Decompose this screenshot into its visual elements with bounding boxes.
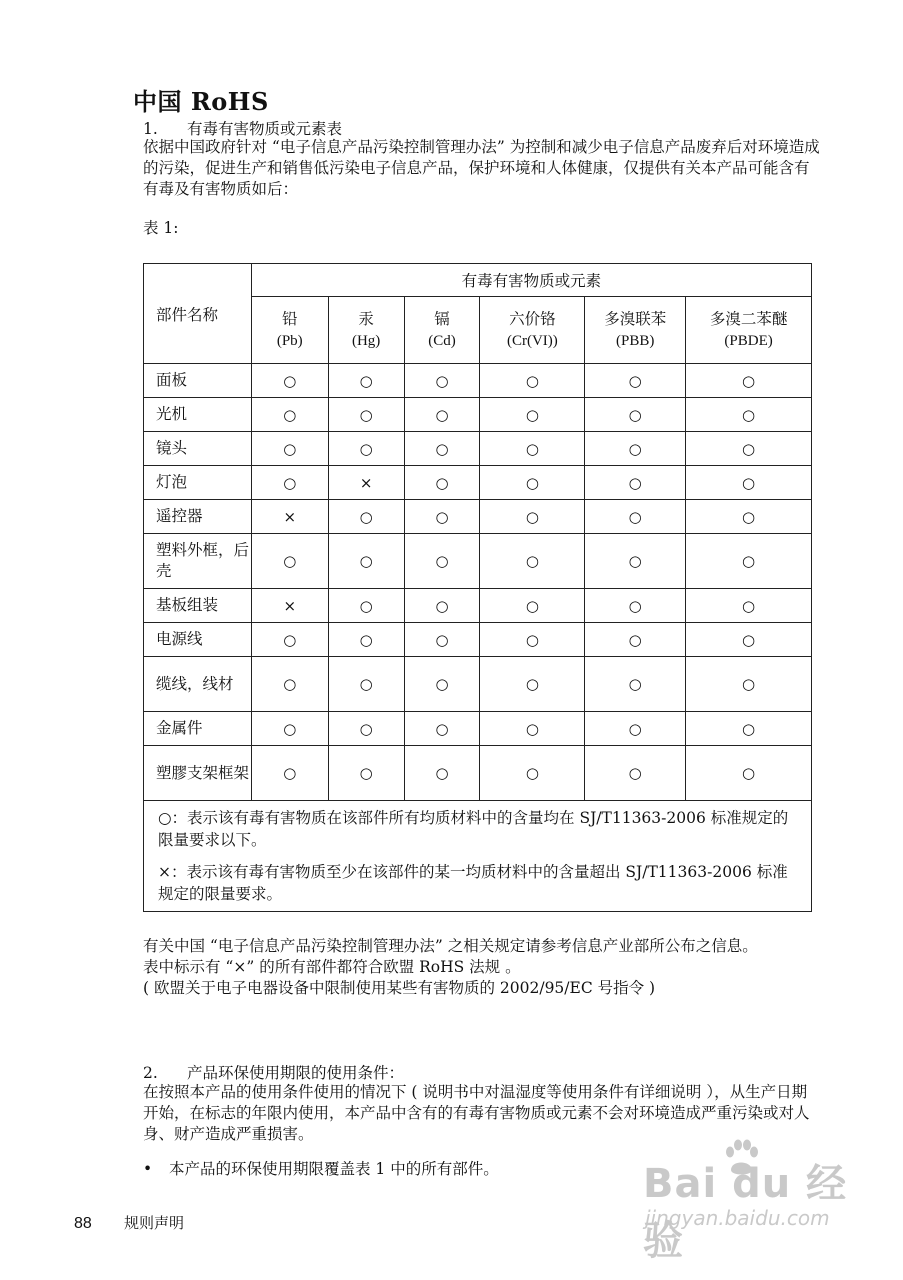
part-name-cell: 塑料外框，后壳 [144, 534, 252, 589]
table-row [144, 432, 812, 466]
substance-symbol: (Hg) [351, 333, 381, 349]
substance-mark-cell: ○ [686, 712, 812, 746]
substance-mark-cell: ○ [480, 534, 585, 589]
substance-mark-cell: ○ [251, 398, 328, 432]
substance-mark-cell: ○ [686, 657, 812, 712]
part-name-cell: 金属件 [144, 712, 252, 746]
section1-heading [143, 117, 342, 139]
substance-name: 汞 [358, 310, 374, 328]
substance-mark-cell: ○ [404, 398, 480, 432]
substance-mark-cell: ○ [585, 466, 686, 500]
substance-mark-cell: ○ [480, 712, 585, 746]
substance-symbol: (Pb) [276, 333, 303, 349]
substance-mark-cell: ○ [404, 534, 480, 589]
substance-mark-cell: ○ [686, 466, 812, 500]
substance-header [686, 297, 812, 364]
part-name-header: 部件名称 [144, 264, 252, 364]
table-row [144, 534, 812, 589]
part-name-cell: 灯泡 [144, 466, 252, 500]
after-table-text [143, 936, 823, 999]
section2-heading [143, 1061, 404, 1083]
substance-mark-cell: × [251, 589, 328, 623]
after-table-line1: 有关中国 “电子信息产品污染控制管理办法” 之相关规定请参考信息产业部所公布之信息。 [143, 937, 758, 955]
section2-body: 在按照本产品的使用条件使用的情况下 ( 说明书中对温湿度等使用条件有详细说明 ），从生产日期开始，在标志的年限内使用，本产品中含有的有毒有害物质或元素不会对环境造成严重污染或对人身、财产造成严重损害。 [143, 1083, 810, 1143]
substance-mark-cell: ○ [585, 623, 686, 657]
section2-heading-text: 产品环保使用期限的使用条件： [187, 1064, 405, 1082]
part-name-cell: 缆线，线材 [144, 657, 252, 712]
substance-mark-cell: ○ [404, 500, 480, 534]
substance-header [585, 297, 686, 364]
table-label: 表 1: [143, 219, 179, 237]
substance-symbol: (PBB) [616, 333, 655, 349]
substance-mark-cell: ○ [686, 364, 812, 398]
table-notes [144, 801, 812, 912]
substance-mark-cell: ○ [328, 398, 404, 432]
substance-name: 铅 [282, 310, 298, 328]
watermark-url: jingyan.baidu.com [645, 1206, 830, 1230]
substance-mark-cell: ○ [585, 432, 686, 466]
substance-mark-cell: ○ [328, 712, 404, 746]
substance-name: 镉 [434, 310, 450, 328]
substance-mark-cell: ○ [251, 623, 328, 657]
substance-mark-cell: ○ [480, 746, 585, 801]
substance-mark-cell: ○ [585, 657, 686, 712]
substance-header [480, 297, 585, 364]
footer-section-title: 规则声明 [124, 1214, 185, 1232]
substance-mark-cell: ○ [251, 534, 328, 589]
substance-mark-cell: ○ [585, 500, 686, 534]
substance-symbol: (Cd) [428, 333, 456, 349]
baidu-jingyan-watermark [635, 1138, 855, 1264]
part-name-cell: 基板组装 [144, 589, 252, 623]
substance-mark-cell: ○ [480, 364, 585, 398]
substance-mark-cell: ○ [251, 746, 328, 801]
substance-mark-cell: ○ [251, 466, 328, 500]
page-title: 中国 RoHS [133, 87, 269, 116]
substance-name: 六价铬 [509, 310, 556, 328]
substance-mark-cell: ○ [480, 657, 585, 712]
table-row [144, 500, 812, 534]
section2-bullet [143, 1157, 499, 1179]
substance-mark-cell: ○ [480, 500, 585, 534]
table-row [144, 364, 812, 398]
part-name-cell: 镜头 [144, 432, 252, 466]
part-name-cell: 遥控器 [144, 500, 252, 534]
substances-group-header: 有毒有害物质或元素 [251, 264, 811, 297]
after-table-line2: 表中标示有 “×” 的所有部件都符合欧盟 RoHS 法规 。 [143, 958, 521, 976]
part-name-cell: 光机 [144, 398, 252, 432]
section2-number: 2. [143, 1064, 158, 1082]
note-circle: ○：表示该有毒有害物质在该部件所有均质材料中的含量均在 SJ/T11363-2006 标准规定的限量要求以下。 [158, 809, 789, 849]
hazardous-substances-table [143, 263, 812, 912]
part-name-cell: 面板 [144, 364, 252, 398]
substance-mark-cell: × [328, 466, 404, 500]
after-table-line3: ( 欧盟关于电子电器设备中限制使用某些有害物质的 2002/95/EC 号指令 ) [143, 979, 656, 997]
substance-mark-cell: ○ [585, 746, 686, 801]
section1-heading-text: 有毒有害物质或元素表 [187, 120, 343, 138]
substance-mark-cell: ○ [328, 364, 404, 398]
substance-mark-cell: ○ [251, 712, 328, 746]
substance-mark-cell: ○ [686, 623, 812, 657]
substance-mark-cell: ○ [404, 712, 480, 746]
table-row [144, 623, 812, 657]
substance-mark-cell: ○ [686, 589, 812, 623]
table-row [144, 398, 812, 432]
section1-number: 1. [143, 120, 158, 138]
substance-name: 多溴联苯 [604, 310, 667, 328]
substance-header [404, 297, 480, 364]
page-number: 88 [74, 1215, 92, 1232]
substance-mark-cell: ○ [585, 364, 686, 398]
substance-mark-cell: ○ [328, 432, 404, 466]
substance-mark-cell: ○ [480, 432, 585, 466]
substance-mark-cell: ○ [686, 534, 812, 589]
part-name-cell: 塑膠支架框架 [144, 746, 252, 801]
substance-mark-cell: ○ [404, 432, 480, 466]
table-row [144, 466, 812, 500]
substance-mark-cell: × [251, 500, 328, 534]
substance-mark-cell: ○ [686, 398, 812, 432]
substance-header [251, 297, 328, 364]
substance-mark-cell: ○ [480, 623, 585, 657]
substance-mark-cell: ○ [585, 712, 686, 746]
watermark-brand: Bai du 经验 [643, 1161, 848, 1264]
note-cross: ×：表示该有毒有害物质至少在该部件的某一均质材料中的含量超出 SJ/T11363-2006 标准规定的限量要求。 [158, 863, 788, 903]
substance-mark-cell: ○ [686, 432, 812, 466]
substance-mark-cell: ○ [251, 657, 328, 712]
substance-mark-cell: ○ [328, 657, 404, 712]
substance-mark-cell: ○ [686, 746, 812, 801]
part-name-cell: 电源线 [144, 623, 252, 657]
substance-mark-cell: ○ [404, 466, 480, 500]
substance-symbol: (Cr(VI)) [506, 333, 558, 349]
substance-mark-cell: ○ [328, 534, 404, 589]
page-footer [74, 1212, 184, 1233]
substance-mark-cell: ○ [328, 746, 404, 801]
substance-name: 多溴二苯醚 [709, 310, 788, 328]
substance-mark-cell: ○ [480, 398, 585, 432]
table-row [144, 746, 812, 801]
substance-mark-cell: ○ [404, 746, 480, 801]
bullet-mark: • [143, 1160, 153, 1178]
substance-header [328, 297, 404, 364]
substance-mark-cell: ○ [585, 398, 686, 432]
substance-mark-cell: ○ [328, 500, 404, 534]
bullet-text: 本产品的环保使用期限覆盖表 1 中的所有部件。 [169, 1160, 499, 1178]
substance-symbol: (PBDE) [724, 333, 773, 349]
substance-mark-cell: ○ [251, 364, 328, 398]
substance-mark-cell: ○ [404, 364, 480, 398]
substance-mark-cell: ○ [480, 589, 585, 623]
substance-mark-cell: ○ [585, 534, 686, 589]
substance-mark-cell: ○ [404, 657, 480, 712]
section1-intro: 依据中国政府针对 “电子信息产品污染控制管理办法” 为控制和减少电子信息产品废弃后对环境造成的污染，促进生产和销售低污染电子信息产品，保护环境和人体健康，仅提供有关本产品可能含有有毒及有害物质如后： [143, 138, 820, 198]
substance-mark-cell: ○ [251, 432, 328, 466]
substance-mark-cell: ○ [404, 623, 480, 657]
table-row [144, 712, 812, 746]
table-body [144, 364, 812, 801]
substance-mark-cell: ○ [328, 589, 404, 623]
table-row [144, 589, 812, 623]
table-row [144, 657, 812, 712]
substance-mark-cell: ○ [404, 589, 480, 623]
substance-mark-cell: ○ [328, 623, 404, 657]
substance-mark-cell: ○ [480, 466, 585, 500]
substance-mark-cell: ○ [686, 500, 812, 534]
substance-mark-cell: ○ [585, 589, 686, 623]
